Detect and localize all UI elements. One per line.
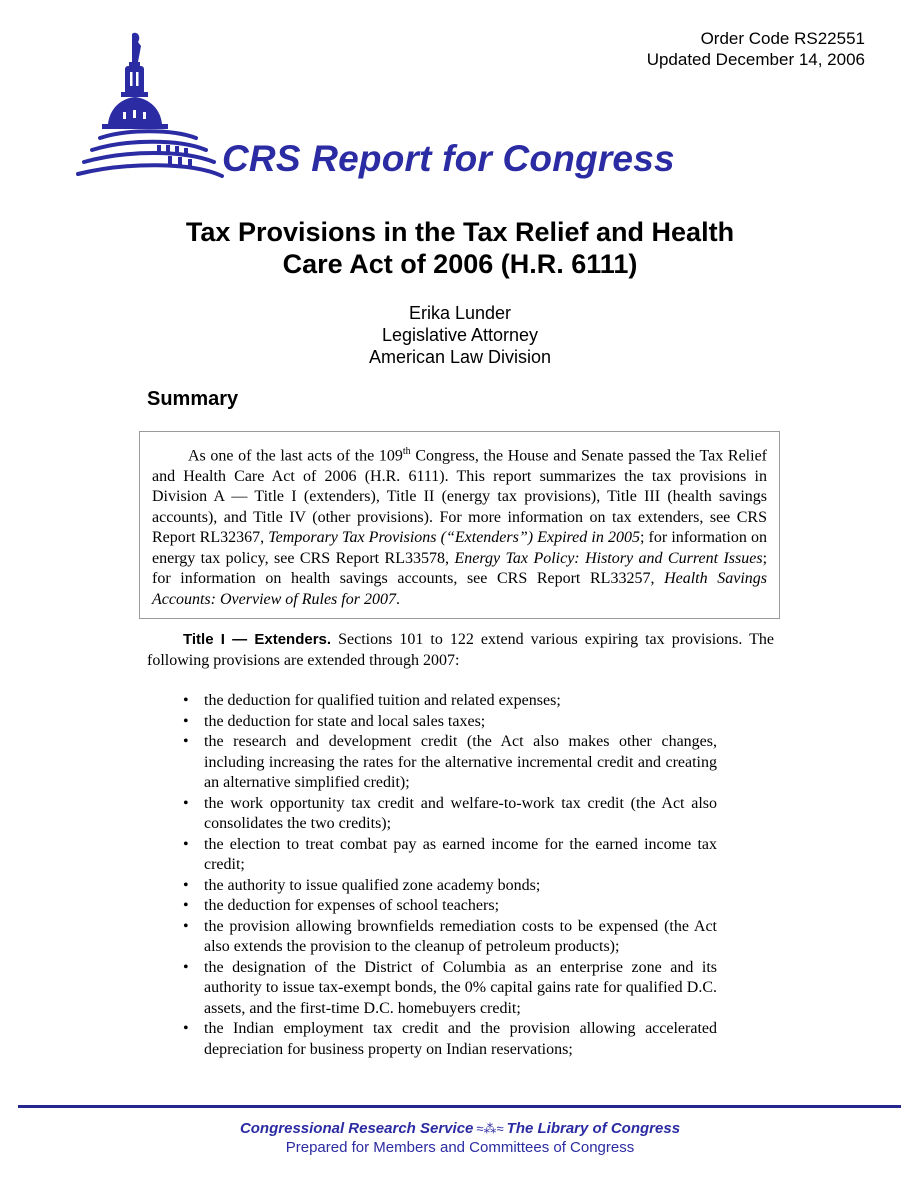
footer-crs: Congressional Research Service [239, 1120, 474, 1137]
order-code: Order Code RS22551 [700, 29, 865, 48]
summary-text-3: ; for information on energy tax policy, see CRS Report RL33578, [152, 529, 768, 567]
summary-report-title-3: Health Savings Accounts: Overview of Rules for 2007 [152, 570, 767, 608]
summary-box [139, 431, 780, 619]
list-item: • the Indian employment tax credit and the provision allowing accelerated depreciation for business property on Indian reservations; [183, 1020, 717, 1058]
order-info [647, 28, 865, 70]
title-i-heading: Title I — Extenders. [183, 631, 332, 648]
footer-organization [0, 1120, 920, 1137]
footer-divider [18, 1105, 901, 1108]
report-title [0, 216, 920, 280]
summary-text-1: As one of the last acts of the 109 [188, 447, 403, 465]
list-item: • the work opportunity tax credit and welfare-to-work tax credit (the Act also consolidates the two credits); [183, 794, 717, 832]
summary-report-title-2: Energy Tax Policy: History and Current Issues [454, 549, 763, 567]
footer-library: The Library of Congress [506, 1120, 681, 1137]
list-item: • the election to treat combat pay as earned income for the earned income tax credit; [183, 835, 717, 873]
author-name: Erika Lunder [408, 303, 512, 323]
footer-prepared: Prepared for Members and Committees of Congress [285, 1139, 635, 1156]
summary-heading: Summary [147, 388, 239, 410]
list-item: • the authority to issue qualified zone academy bonds; [183, 876, 541, 894]
author-block [0, 302, 920, 368]
title-i-paragraph [147, 630, 774, 671]
author-division: American Law Division [368, 347, 552, 367]
list-item: • the provision allowing brownfields remediation costs to be expensed (the Act also extends the provision to the cleanup of petroleum products); [183, 917, 717, 955]
list-item: • the research and development credit (the Act also makes other changes, including increasing the rates for the alternative incremental credit and creating an alternative simplified credit); [183, 733, 717, 791]
summary-report-title-1: Temporary Tax Provisions (“Extenders”) Expired in 2005 [268, 529, 640, 547]
title-line-1: Tax Provisions in the Tax Relief and Health [185, 217, 735, 247]
title-line-2: Care Act of 2006 (H.R. 6111) [282, 249, 638, 279]
provisions-list [183, 691, 717, 1060]
summary-text-2: Congress, the House and Senate passed the Tax Relief and Health Care Act of 2006 (H.R. 6111). This report summarizes the tax provisions in Division A — Title I (extenders), Title II (energy tax provisions), Title III (health savings accounts), and Title IV (other provisions). For more information on tax extenders, see CRS Report RL32367, [152, 447, 768, 547]
list-item: • the deduction for qualified tuition and related expenses; [183, 692, 561, 709]
list-item: • the designation of the District of Columbia as an enterprise zone and its authority to issue tax-exempt bonds, the 0% capital gains rate for qualified D.C. assets, and the first-time D.C. homebuyers credit; [183, 958, 717, 1017]
summary-paragraph [152, 442, 767, 610]
summary-superscript: th [402, 446, 411, 457]
summary-text-4: ; for information on health savings accounts, see CRS Report RL33257, [152, 549, 768, 588]
author-position: Legislative Attorney [381, 325, 539, 345]
capitol-dome-icon [72, 26, 232, 191]
updated-date: Updated December 14, 2006 [646, 50, 865, 69]
title-i-text: Sections 101 to 122 extend various expiring tax provisions. The following provisions are extended through 2007: [147, 631, 774, 669]
report-brand-name: CRS Report for Congress [222, 138, 675, 179]
list-item: • the deduction for expenses of school teachers; [183, 897, 500, 914]
summary-text-5: . [395, 590, 400, 608]
list-item: • the deduction for state and local sales taxes; [183, 712, 486, 730]
ornament-icon: ≈⁂≈ [476, 1121, 504, 1136]
